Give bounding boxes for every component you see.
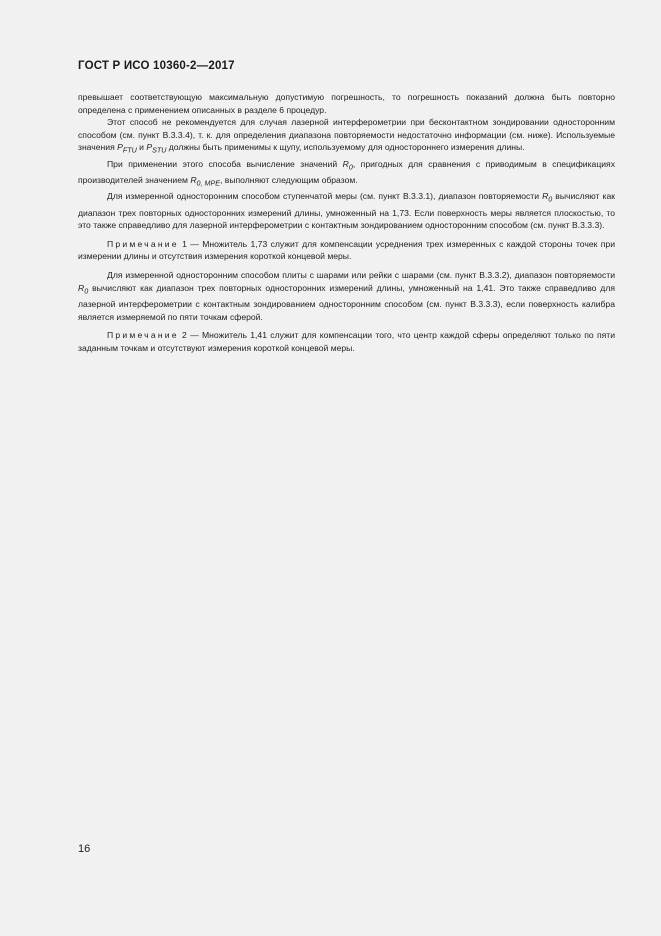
- text-fragment: вычисляют как диапазон трех повторных односторонних измерений длины, умноженный на 1,73. Если поверхность меры является плоскостью, то это также справедливо для лазерной интерферометрии с контактным зондированием односторонним способом (см. пункт В.3.3.3).: [78, 191, 615, 231]
- symbol-r0: [342, 158, 353, 172]
- paragraph-step-gauge: [78, 190, 615, 232]
- note-text: 2 — Множитель 1,41 служит для компенсации того, что центр каждой сферы определяют только по пяти заданным точкам и отсутствуют измерения короткой концевой меры.: [78, 330, 615, 353]
- text-fragment: При применении этого способа вычисление значений: [107, 158, 343, 169]
- symbol-subscript: FTU: [122, 147, 137, 156]
- text-fragment: вычисляют как диапазон трех повторных односторонних измерений длины, умноженный на 1,41. Это также справедливо для лазерной интерферометрии с контактным зондированием односторонним способом (см. пункт В.3.3.3), если поверхность калибра является измеряемой по пяти точкам сферой.: [78, 282, 615, 322]
- symbol-p-stu: [146, 142, 167, 156]
- symbol-letter: P: [117, 142, 123, 153]
- symbol-subscript: 0, MPE: [196, 179, 220, 188]
- symbol-letter: R: [78, 282, 85, 293]
- symbol-letter: P: [146, 142, 153, 153]
- note-2: [78, 329, 615, 354]
- text-fragment: Для измеренной односторонним способом ступенчатой меры (см. пункт В.3.3.1), диапазон повторяемости: [107, 191, 543, 202]
- paragraph-laser-recommendation: [78, 116, 615, 158]
- note-text: 1 — Множитель 1,73 служит для компенсации усреднения трех измеренных с каждой стороны точек при измерении длины и отсутствия измерения короткой концевой меры.: [78, 238, 615, 262]
- symbol-r0: [78, 282, 89, 296]
- symbol-letter: R: [190, 175, 197, 185]
- text-fragment: и: [136, 142, 147, 153]
- note-label: Примечание: [107, 238, 179, 249]
- text-fragment: , выполняют следующим образом.: [220, 175, 358, 185]
- paragraph-text: превышает соответствующую максимальную допустимую погрешность, то погрешность показаний должна быть повторно определена с применением описанных в разделе 6 процедур.: [78, 92, 615, 115]
- symbol-r0: [542, 191, 553, 205]
- document-header: ГОСТ Р ИСО 10360-2—2017: [78, 60, 235, 72]
- symbol-letter: R: [542, 191, 549, 202]
- text-fragment: должны быть применимы к щупу, используемому для одностороннего измерения длины.: [166, 142, 525, 153]
- symbol-subscript: 0: [348, 163, 353, 172]
- note-label: Примечание: [107, 330, 179, 341]
- text-fragment: Этот способ не рекомендуется для случая лазерной интерферометрии при бесконтактном зондировании односторонним способом (см. пункт В.3.3.4), т. к. для определения диапазона повторяемости недостаточно информации (см. ниже). Используемые значения: [78, 117, 615, 153]
- symbol-r0-mpe: [190, 175, 220, 188]
- text-fragment: , пригодных для сравнения с приводимым в спецификациях производителей значением: [78, 158, 616, 185]
- symbol-letter: R: [342, 158, 349, 169]
- paragraph-r0-calculation: [78, 158, 615, 191]
- paragraph-ball-plate: [78, 269, 615, 323]
- symbol-subscript: 0: [84, 287, 89, 296]
- page-number: 16: [78, 843, 91, 855]
- text-fragment: Для измеренной односторонним способом плиты с шарами или рейки с шарами (см. пункт В.3.3.2), диапазон повторяемости: [107, 270, 615, 280]
- symbol-p-ftu: [117, 142, 137, 156]
- symbol-subscript: STU: [152, 147, 167, 156]
- symbol-subscript: 0: [548, 196, 553, 205]
- paragraph-continuation: [78, 91, 615, 116]
- document-body: [78, 91, 615, 360]
- note-1: [78, 238, 615, 263]
